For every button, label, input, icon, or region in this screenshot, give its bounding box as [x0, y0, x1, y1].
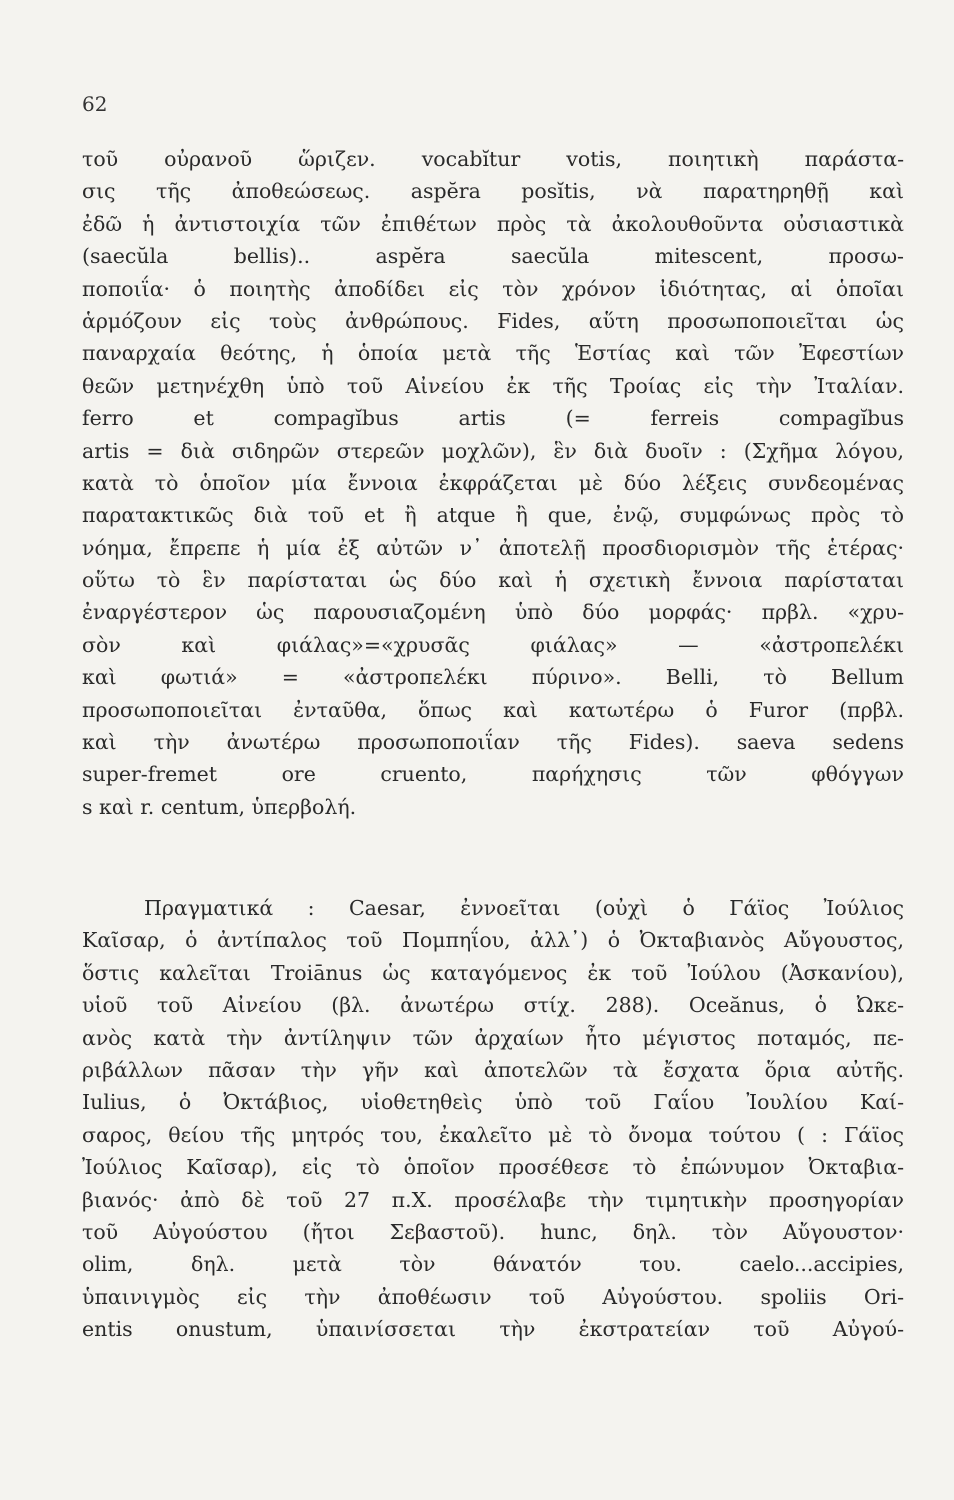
text-line: προσωποποιεῖται ἐνταῦθα, ὅπως καὶ κατωτέρω ὁ Furor (πρβλ.: [82, 697, 904, 722]
text-line: βιανός· ἀπὸ δὲ τοῦ 27 π.Χ. προσέλαβε τὴν τιμητικὴν προσηγορίαν: [82, 1187, 904, 1212]
text-line: (saecŭla bellis).. aspĕra saecŭla mitescent, προσω-: [82, 244, 904, 269]
text-line: σὸν καὶ φιάλας»=«χρυσᾶς φιάλας» — «ἀστροπελέκι: [82, 632, 904, 657]
text-line: ἐναργέστερον ὡς παρουσιαζομένη ὑπὸ δύο μορφάς· πρβλ. «χρυ-: [82, 600, 904, 625]
text-line: νόημα, ἔπρεπε ἡ μία ἐξ αὐτῶν ν᾽ ἀποτελῇ προσδιορισμὸν τῆς ἑτέρας·: [82, 535, 904, 560]
text-line: ποποιΐα· ὁ ποιητὴς ἀποδίδει εἰς τὸν χρόνον ἰδιότητας, αἱ ὁποῖαι: [82, 276, 904, 301]
text-line: υἱοῦ τοῦ Αἰνείου (βλ. ἀνωτέρω στίχ. 288). Oceănus, ὁ Ὠκε-: [82, 993, 904, 1018]
text-line: Iulius, ὁ Ὀκτάβιος, υἱοθετηθεὶς ὑπὸ τοῦ Γαΐου Ἰουλίου Καί-: [82, 1090, 904, 1115]
text-line: τοῦ οὐρανοῦ ὥριζεν. vocabĭtur votis, ποιητικὴ παράστα-: [82, 147, 904, 171]
text-line: artis = διὰ σιδηρῶν στερεῶν μοχλῶν), ἓν διὰ δυοῖν : (Σχῆμα λόγου,: [82, 438, 904, 463]
text-line: ferro et compagĭbus artis (= ferreis compagĭbus: [82, 406, 904, 431]
text-line: ὅστις καλεῖται Troiānus ὡς καταγόμενος ἐκ τοῦ Ἰούλου (Ἀσκανίου),: [82, 960, 904, 985]
text-line: σις τῆς ἀποθεώσεως. aspĕra posĭtis, νὰ παρατηρηθῇ καὶ: [82, 179, 904, 204]
realia-paragraph: [82, 892, 904, 1345]
text-line: Ἰούλιος Καῖσαρ), εἰς τὸ ὁποῖον προσέθεσε τὸ ἐπώνυμον Ὀκταβια-: [82, 1155, 904, 1180]
text-line: τοῦ Αὐγούστου (ἤτοι Σεβαστοῦ). hunc, δηλ. τὸν Αὔγουστον·: [82, 1219, 904, 1244]
text-line: ριβάλλων πᾶσαν τὴν γῆν καὶ ἀποτελῶν τὰ ἔσχατα ὅρια αὐτῆς.: [82, 1057, 904, 1082]
text-line: ἐδῶ ἡ ἀντιστοιχία τῶν ἐπιθέτων πρὸς τὰ ἀκολουθοῦντα οὐσιαστικὰ: [82, 211, 904, 236]
text-line: Καῖσαρ, ὁ ἀντίπαλος τοῦ Πομπηΐου, ἀλλ᾽) ὁ Ὀκταβιανὸς Αὔγουστος,: [82, 928, 904, 953]
text-line: παρατακτικῶς διὰ τοῦ et ἢ atque ἢ que, ἐνῷ, συμφώνως πρὸς τὸ: [82, 503, 904, 528]
text-line: s καὶ r. centum, ὑπερβολή.: [82, 794, 357, 819]
text-line: super-fremet ore cruento, παρήχησις τῶν φθόγγων: [82, 762, 904, 787]
text-line: κατὰ τὸ ὁποῖον μία ἔννοια ἐκφράζεται μὲ δύο λέξεις συνδεομένας: [82, 470, 904, 495]
text-line: παναρχαία θεότης, ἡ ὁποία μετὰ τῆς Ἑστίας καὶ τῶν Ἐφεστίων: [82, 341, 904, 366]
commentary-paragraph: [82, 143, 904, 823]
text-line: θεῶν μετηνέχθη ὑπὸ τοῦ Αἰνείου ἐκ τῆς Τροίας εἰς τὴν Ἰταλίαν.: [82, 373, 904, 398]
text-line: ανὸς κατὰ τὴν ἀντίληψιν τῶν ἀρχαίων ἦτο μέγιστος ποταμός, πε-: [82, 1025, 904, 1050]
text-line: olim, δηλ. μετὰ τὸν θάνατόν του. caelo...accipies,: [82, 1252, 904, 1277]
text-line: οὕτω τὸ ἓν παρίσταται ὡς δύο καὶ ἡ σχετικὴ ἔννοια παρίσταται: [82, 568, 904, 593]
text-line: σαρος, θείου τῆς μητρός του, ἐκαλεῖτο μὲ τὸ ὄνομα τούτου ( : Γάϊος: [82, 1122, 904, 1147]
text-line: καὶ φωτιά» = «ἀστροπελέκι πύρινο». Belli, τὸ Bellum: [82, 665, 904, 690]
text-line: ἁρμόζουν εἰς τοὺς ἀνθρώπους. Fides, αὕτη προσωποποιεῖται ὡς: [82, 308, 904, 333]
text-line: ὑπαινιγμὸς εἰς τὴν ἀποθέωσιν τοῦ Αὐγούστου. spoliis Ori-: [82, 1284, 904, 1309]
text-line: καὶ τὴν ἀνωτέρω προσωποποιΐαν τῆς Fides). saeva sedens: [82, 730, 904, 755]
page-number: 62: [82, 92, 108, 116]
text-line: Πραγματικά : Caesar, ἐννοεῖται (οὐχὶ ὁ Γάϊος Ἰούλιος: [144, 896, 904, 920]
text-line: entis onustum, ὑπαινίσσεται τὴν ἐκστρατείαν τοῦ Αὐγού-: [82, 1317, 904, 1342]
